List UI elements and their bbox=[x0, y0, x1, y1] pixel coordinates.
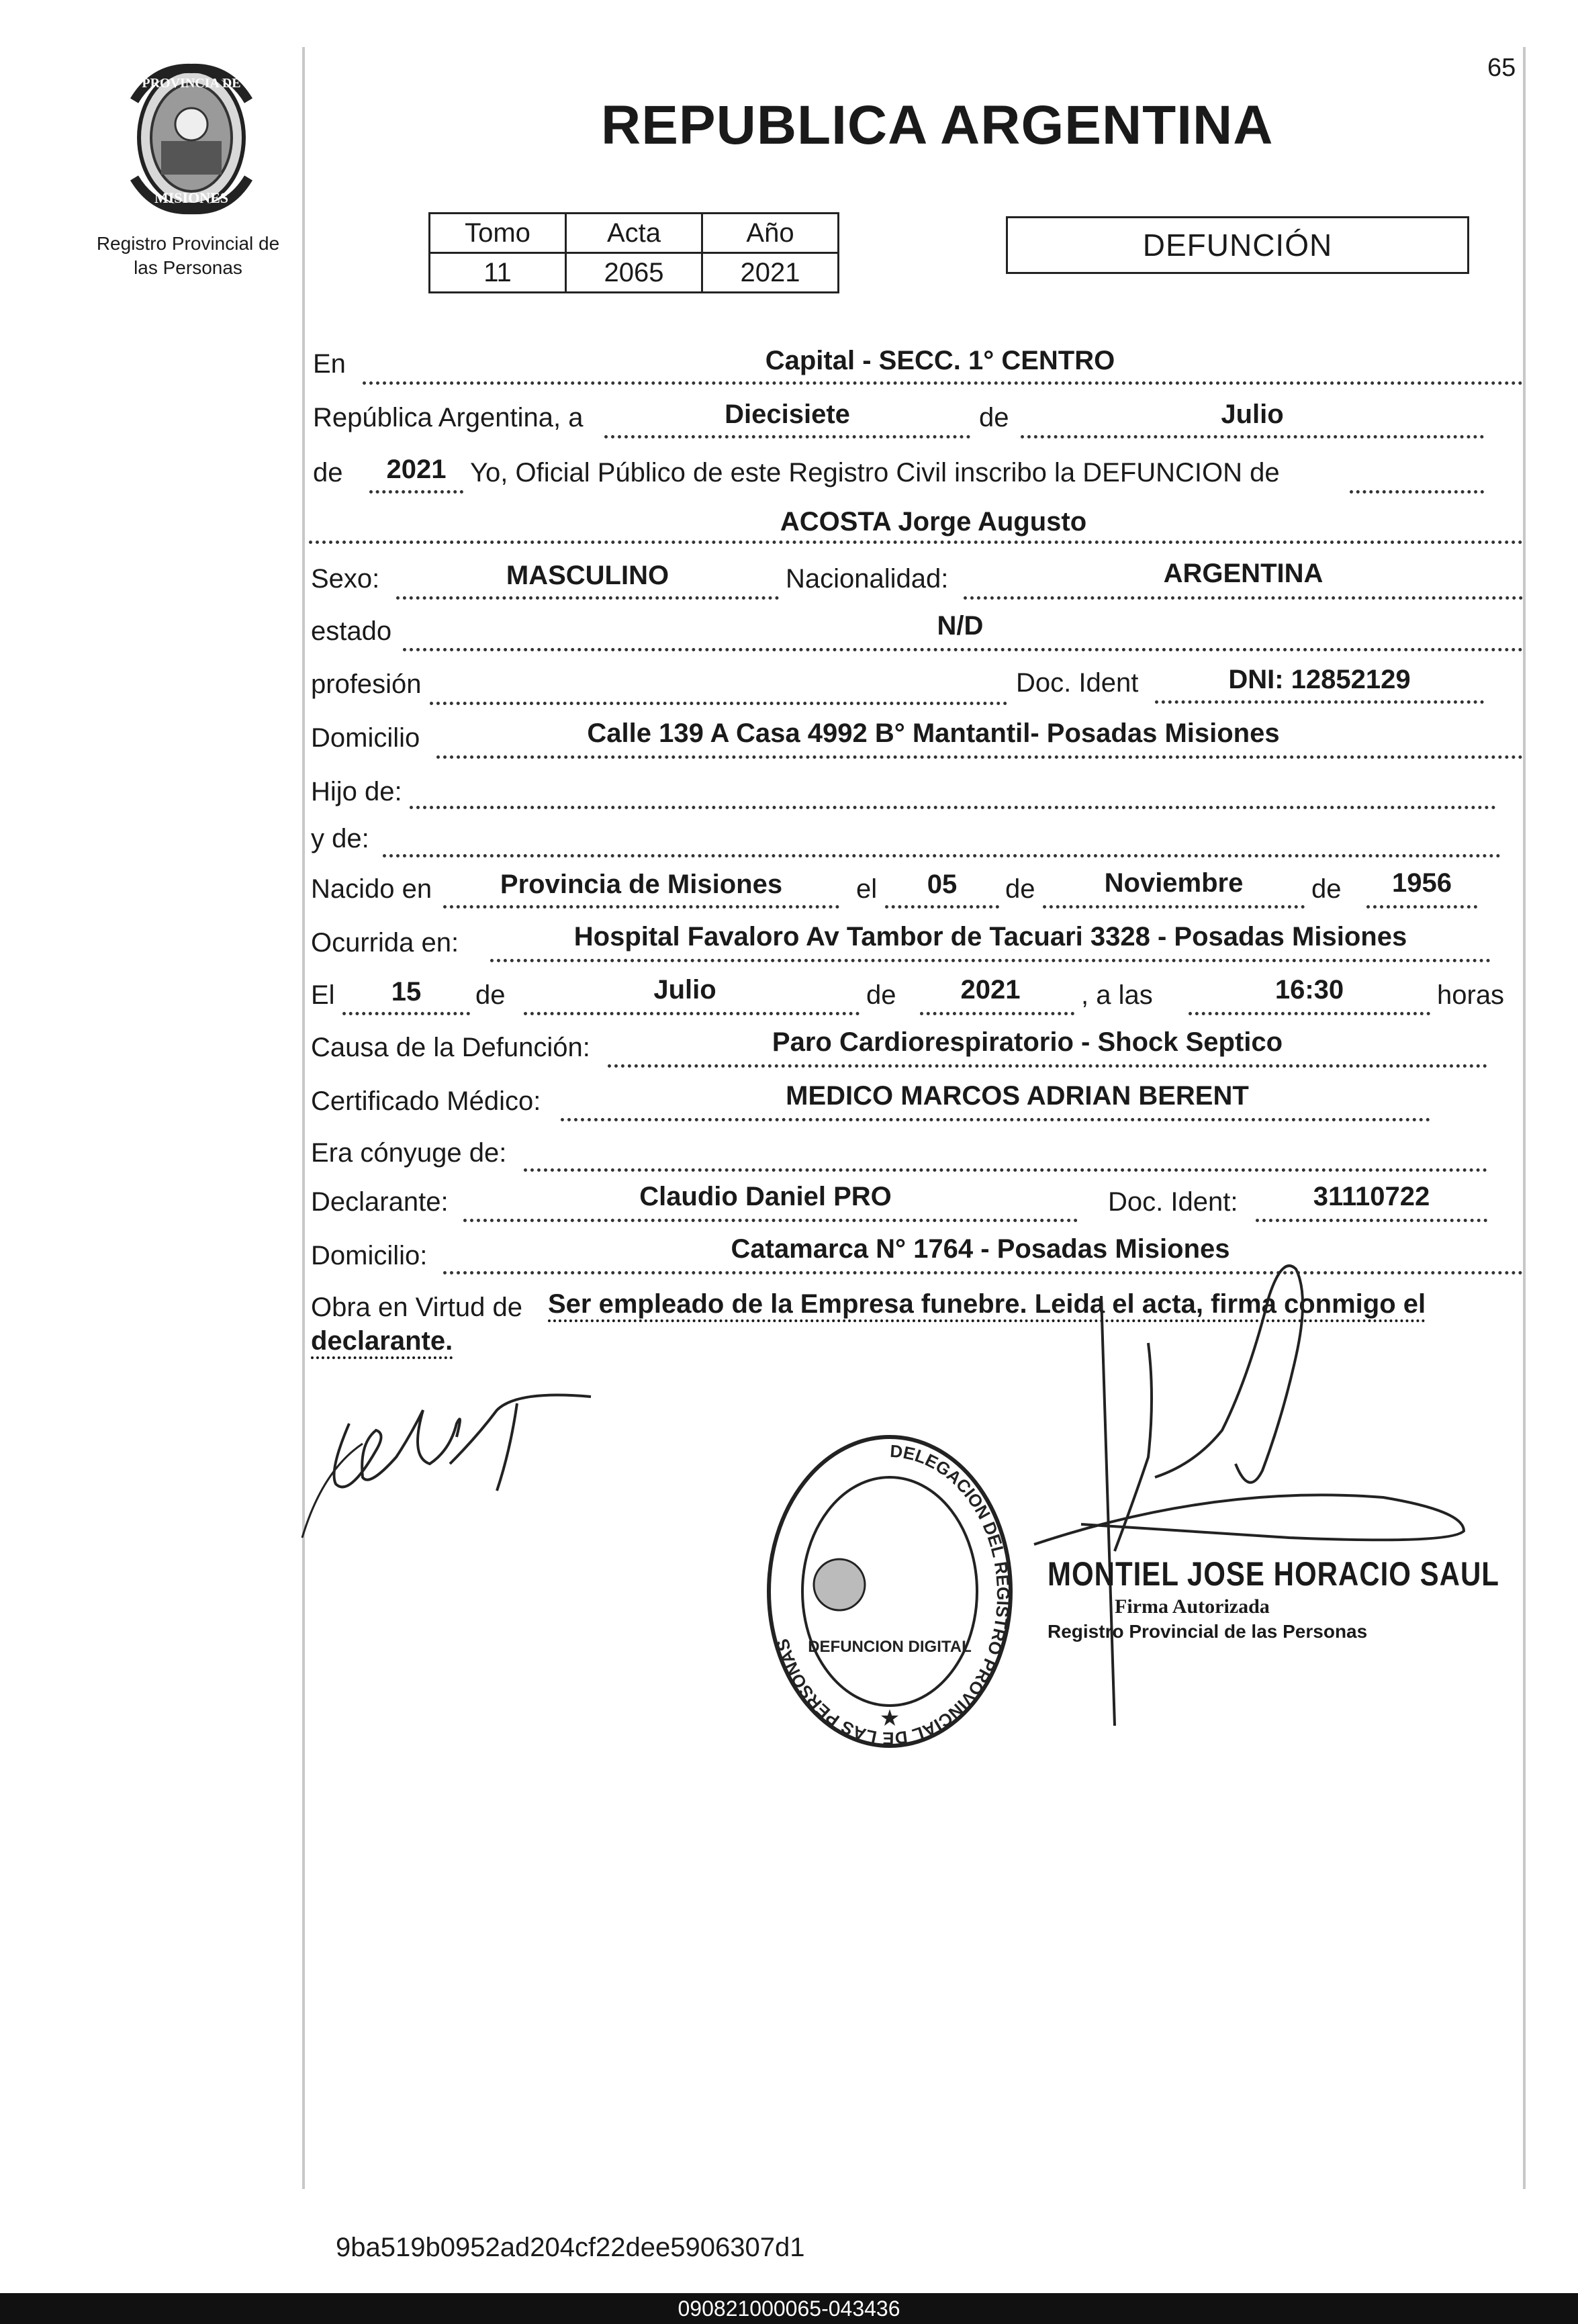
authority-block bbox=[1048, 1554, 1499, 1642]
de-label-5: de bbox=[475, 980, 506, 1010]
birth-month-value: Noviembre bbox=[1104, 868, 1244, 898]
declarante-dotted-line bbox=[463, 1219, 1078, 1222]
birth-year-dotted-line bbox=[1366, 905, 1477, 909]
domicilio-label: Domicilio bbox=[311, 723, 420, 753]
tomo-value: 11 bbox=[430, 253, 566, 293]
ocurrida-dotted-line bbox=[490, 959, 1491, 962]
decl-doc-value: 31110722 bbox=[1313, 1182, 1430, 1211]
domicilio-value: Calle 139 A Casa 4992 B° Mantantil- Posadas Misiones bbox=[587, 718, 1280, 748]
stamp-star-icon: ★ bbox=[879, 1706, 900, 1731]
decl-doc-dotted-line bbox=[1256, 1219, 1487, 1222]
page-number: 65 bbox=[1487, 54, 1516, 82]
barcode-number: 090821000065-043436 bbox=[0, 2293, 1578, 2324]
en-label: En bbox=[313, 349, 346, 379]
horas-label: horas bbox=[1437, 980, 1505, 1010]
hijo-dotted-line bbox=[410, 806, 1496, 809]
domicilio2-label: Domicilio: bbox=[311, 1241, 428, 1270]
de-label-2: de bbox=[313, 458, 343, 487]
el-label: el bbox=[856, 874, 878, 904]
acta-header: Acta bbox=[566, 214, 702, 253]
nacido-value: Provincia de Misiones bbox=[500, 870, 783, 899]
tomo-header: Tomo bbox=[430, 214, 566, 253]
conyuge-label: Era cónyuge de: bbox=[311, 1138, 507, 1168]
el2-label: El bbox=[311, 980, 335, 1010]
authority-name: MONTIEL JOSE HORACIO SAUL bbox=[1048, 1554, 1499, 1593]
record-reference-table bbox=[428, 212, 839, 293]
left-margin-line bbox=[302, 47, 305, 2189]
doc-ident-dotted-line bbox=[1155, 700, 1484, 704]
certificado-dotted-line bbox=[561, 1118, 1430, 1121]
death-time-value: 16:30 bbox=[1274, 975, 1344, 1005]
authority-office: Registro Provincial de las Personas bbox=[1048, 1621, 1368, 1642]
nacido-label: Nacido en bbox=[311, 874, 432, 904]
right-margin-line bbox=[1523, 47, 1526, 2189]
conyuge-dotted-line bbox=[524, 1168, 1487, 1172]
en-dotted-line bbox=[363, 381, 1523, 385]
month-value: Julio bbox=[1221, 400, 1284, 429]
record-type-box: DEFUNCIÓN bbox=[1006, 216, 1469, 274]
day-value: Diecisiete bbox=[725, 400, 850, 429]
certificado-value: MEDICO MARCOS ADRIAN BERENT bbox=[786, 1081, 1249, 1111]
domicilio-dotted-line bbox=[436, 755, 1523, 759]
authority-signature-icon bbox=[980, 1242, 1531, 1739]
death-year-dotted-line bbox=[920, 1012, 1074, 1015]
ano-value: 2021 bbox=[702, 253, 839, 293]
certificado-label: Certificado Médico: bbox=[311, 1086, 541, 1116]
month-dotted-line bbox=[1021, 435, 1484, 438]
document-hash: 9ba519b0952ad204cf22dee5906307d1 bbox=[336, 2233, 805, 2262]
nacionalidad-dotted-line bbox=[964, 596, 1523, 600]
obra-value-1: Ser empleado de la Empresa funebre. Leida el acta, firma conmigo el bbox=[548, 1289, 1426, 1319]
domicilio2-value: Catamarca N° 1764 - Posadas Misiones bbox=[731, 1234, 1230, 1264]
decl-doc-label: Doc. Ident: bbox=[1108, 1187, 1238, 1217]
profesion-label: profesión bbox=[311, 669, 422, 699]
republica-label: República Argentina, a bbox=[313, 403, 584, 432]
causa-dotted-line bbox=[608, 1064, 1487, 1068]
profesion-dotted-line bbox=[430, 702, 1007, 705]
de-label-3: de bbox=[1005, 874, 1035, 904]
estado-value: N/D bbox=[937, 611, 984, 641]
estado-label: estado bbox=[311, 616, 392, 646]
deceased-name: ACOSTA Jorge Augusto bbox=[780, 507, 1087, 537]
death-day-value: 15 bbox=[391, 977, 422, 1007]
nacido-dotted-line bbox=[443, 905, 839, 909]
birth-day-dotted-line bbox=[885, 905, 999, 909]
nacionalidad-label: Nacionalidad: bbox=[786, 564, 949, 594]
yde-label: y de: bbox=[311, 824, 369, 853]
year-value: 2021 bbox=[386, 455, 447, 484]
registry-caption-line1: Registro Provincial de bbox=[96, 233, 280, 254]
authority-role: Firma Autorizada bbox=[1115, 1595, 1270, 1618]
sexo-value: MASCULINO bbox=[506, 561, 669, 590]
yde-dotted-line bbox=[383, 854, 1501, 857]
de-label-6: de bbox=[866, 980, 896, 1010]
provincial-seal-icon bbox=[114, 60, 269, 215]
en-value: Capital - SECC. 1° CENTRO bbox=[765, 346, 1115, 375]
sexo-label: Sexo: bbox=[311, 564, 380, 594]
declarant-signature-icon bbox=[295, 1370, 604, 1544]
obra-label: Obra en Virtud de bbox=[311, 1293, 523, 1322]
ano-header: Año bbox=[702, 214, 839, 253]
hijo-label: Hijo de: bbox=[311, 777, 402, 806]
causa-label: Causa de la Defunción: bbox=[311, 1033, 590, 1062]
ocurrida-label: Ocurrida en: bbox=[311, 928, 459, 958]
acta-value: 2065 bbox=[566, 253, 702, 293]
stamp-inner-text: DEFUNCION DIGITAL bbox=[808, 1638, 972, 1656]
obra-value-2: declarante. bbox=[311, 1326, 453, 1356]
country-title: REPUBLICA ARGENTINA bbox=[601, 95, 1274, 156]
declarante-label: Declarante: bbox=[311, 1187, 449, 1217]
ocurrida-value: Hospital Favaloro Av Tambor de Tacuari 3328 - Posadas Misiones bbox=[573, 922, 1407, 951]
death-time-dotted-line bbox=[1189, 1012, 1430, 1015]
year-dotted-line bbox=[369, 490, 463, 494]
stamp-ring-text: DELEGACION DEL REGISTRO PROVINCIAL DE LAS PERSONAS bbox=[772, 1440, 1014, 1749]
declarante-value: Claudio Daniel PRO bbox=[639, 1182, 892, 1211]
alas-label: , a las bbox=[1081, 980, 1153, 1010]
inscribo-text: Yo, Oficial Público de este Registro Civil inscribo la DEFUNCION de bbox=[470, 458, 1280, 487]
inscribo-dotted-line bbox=[1350, 490, 1484, 494]
sexo-dotted-line bbox=[396, 596, 779, 600]
doc-ident-value: DNI: 12852129 bbox=[1228, 665, 1411, 694]
death-year-value: 2021 bbox=[960, 975, 1021, 1005]
death-month-dotted-line bbox=[524, 1012, 860, 1015]
de-label-1: de bbox=[979, 403, 1009, 432]
registry-caption-line2: las Personas bbox=[134, 257, 242, 278]
doc-ident-label: Doc. Ident bbox=[1016, 668, 1139, 698]
death-day-dotted-line bbox=[342, 1012, 470, 1015]
death-month-value: Julio bbox=[653, 975, 716, 1005]
day-dotted-line bbox=[604, 435, 970, 438]
seal-top-text: PROVINCIA DE bbox=[142, 76, 241, 91]
birth-year-value: 1956 bbox=[1392, 868, 1452, 898]
de-label-4: de bbox=[1311, 874, 1342, 904]
birth-day-value: 05 bbox=[927, 870, 958, 899]
estado-dotted-line bbox=[403, 648, 1523, 651]
birth-month-dotted-line bbox=[1043, 905, 1305, 909]
registry-caption bbox=[81, 232, 295, 280]
nacionalidad-value: ARGENTINA bbox=[1163, 559, 1324, 588]
seal-bottom-text: MISIONES bbox=[154, 189, 229, 206]
causa-value: Paro Cardiorespiratorio - Shock Septico bbox=[772, 1027, 1283, 1057]
name-dotted-line bbox=[309, 541, 1523, 544]
